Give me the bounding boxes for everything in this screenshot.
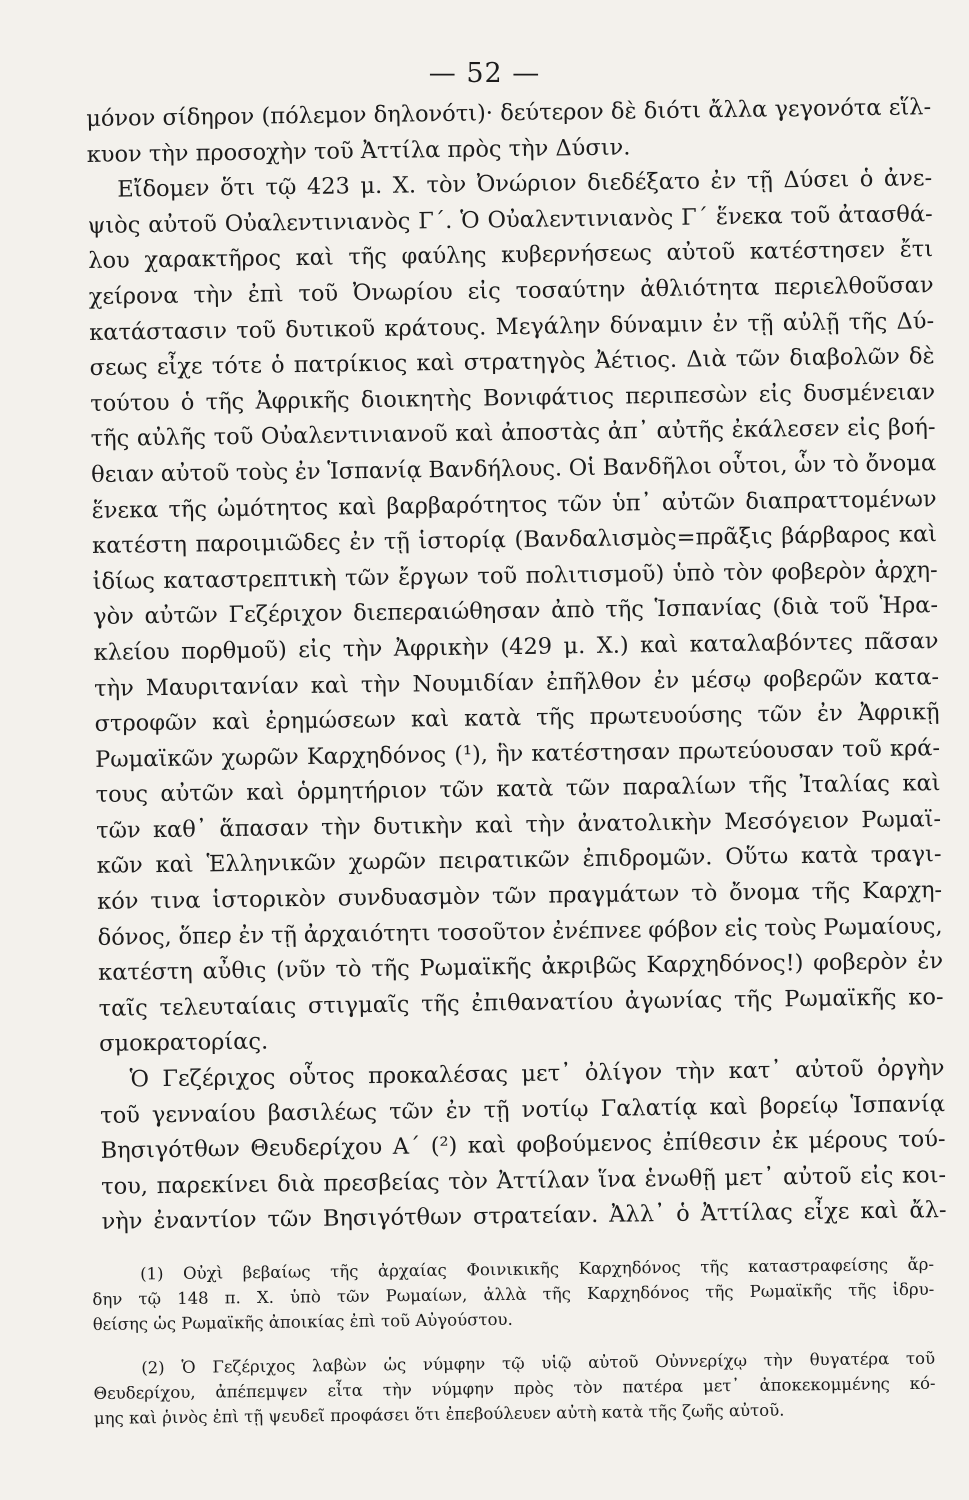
text-line: κατέστη παροιμιῶδες ἐν τῇ ἱστορίᾳ (Βανδαλισμὸς=πρᾶξις βάρβαρος καὶ (92, 521, 938, 560)
text-line: Εἴδομεν ὅτι τῷ 423 μ. Χ. τὸν Ὀνώριον διεδέξατο ἐν τῇ Δύσει ὁ ἀνε- (117, 165, 933, 203)
text-line: τὴν Μαυριτανίαν καὶ τὴν Νουμιδίαν ἐπῆλθον ἐν μέσῳ φοβερῶν κατα- (94, 663, 940, 702)
text-line: κατάστασιν τοῦ δυτικοῦ κράτους. Μεγάλην δύναμιν ἐν τῇ αὐλῇ τῆς Δύ- (89, 307, 935, 346)
text-line: χείρονα τὴν ἐπὶ τοῦ Ὀνωρίου εἰς τοσαύτην ἀθλιότητα περιελθοῦσαν (88, 272, 934, 310)
text-line: ἰδίως καταστρεπτικὴ τῶν ἔργων τοῦ πολιτισμοῦ) ὑπὸ τὸν φοβερὸν ἀρχη- (92, 556, 938, 595)
text-line: γὸν αὐτῶν Γεζέριχον διεπεραιώθησαν ἀπὸ τῆς Ἱσπανίας (διὰ τοῦ Ἡρα- (93, 592, 939, 631)
text-line: Ὁ Γεζέριχος οὗτος προκαλέσας μετ᾽ ὀλίγον τὴν κατ᾽ αὐτοῦ ὀργὴν (129, 1055, 945, 1093)
footnote-line: Θευδερίχου, ἀπέπεμψεν εἶτα τὴν νύμφην πρὸς τὸν πατέρα μετ᾽ ἀποκεκομμένης κό- (93, 1373, 936, 1403)
text-line: του, παρεκίνει διὰ πρεσβείας τὸν Ἀττίλαν ἵνα ἑνωθῇ μετ᾽ αὐτοῦ εἰς κοι- (100, 1161, 947, 1200)
text-line: τῆς αὐλῆς τοῦ Οὐαλεντινιανοῦ καὶ ἀποστὰς ἀπ᾽ αὐτῆς ἐκάλεσεν εἰς βοή- (90, 414, 936, 453)
text-line: τοῦ γενναίου βασιλέως τῶν ἐν τῇ νοτίῳ Γαλατίᾳ καὶ βορείῳ Ἱσπανίᾳ (99, 1090, 946, 1129)
footnote-1 (92, 1252, 935, 1337)
text-line: θειαν αὐτοῦ τοὺς ἐν Ἱσπανίᾳ Βανδήλους. Οἱ Βανδῆλοι οὗτοι, ὧν τὸ ὄνομα (91, 450, 937, 488)
text-line: τούτου ὁ τῆς Ἀφρικῆς διοικητὴς Βονιφάτιος περιπεσὼν εἰς δυσμένειαν (90, 378, 936, 417)
footnote-line: μης καὶ ῥινὸς ἐπὶ τῇ ψευδεῖ προφάσει ὅτι ἐπεβούλευεν αὐτὴ κατὰ τῆς ζωῆς αὐτοῦ. (93, 1400, 785, 1428)
text-line: κατέστη αὖθις (νῦν τὸ τῆς Ρωμαϊκῆς ἀκριβῶς Καρχηδόνος!) φοβερὸν ἐν (97, 948, 944, 987)
text-line: κυον τὴν προσοχὴν τοῦ Ἀττίλα πρὸς τὴν Δύσιν. (86, 133, 631, 168)
footnote-line: (1) Οὐχὶ βεβαίως τῆς ἀρχαίας Φοινικικῆς Καρχηδόνος τῆς καταστραφείσης ἄρ- (140, 1254, 935, 1284)
main-text (86, 90, 947, 1241)
page-number: — 52 — (428, 58, 541, 89)
footnote-line: (2) Ὁ Γεζέριχος λαβὼν ὡς νύμφην τῷ υἱῷ αὐτοῦ Οὐννερίχῳ τὴν θυγατέρα τοῦ (141, 1348, 936, 1378)
footnote-2 (93, 1346, 936, 1431)
text-line: ταῖς τελευταίαις στιγμαῖς τῆς ἐπιθανατίου ἀγωνίας τῆς Ρωμαϊκῆς κο- (98, 983, 944, 1022)
text-line: λου χαρακτῆρος καὶ τῆς φαύλης κυβερνήσεως αὐτοῦ κατέστησεν ἔτι (88, 236, 934, 275)
footnote-line: θείσης ὡς Ρωμαϊκῆς ἀποικίας ἐπὶ τοῦ Αὐγούστου. (92, 1309, 513, 1334)
text-line: σμοκρατορίας. (98, 1028, 269, 1058)
text-line: κόν τινα ἱστορικὸν συνδυασμὸν τῶν πραγμάτων τὸ ὄνομα τῆς Καρχη- (96, 877, 943, 915)
text-line: Βησιγότθων Θευδερίχου Α΄ (²) καὶ φοβούμενος ἐπίθεσιν ἐκ μέρους τού- (100, 1126, 946, 1165)
text-line: ἕνεκα τῆς ὠμότητος καὶ βαρβαρότητος τῶν ὑπ᾽ αὐτῶν διαπραττομένων (91, 485, 937, 524)
text-line: τους αὐτῶν καὶ ὁρμητήριον τῶν κατὰ τῶν παραλίων τῆς Ἰταλίας καὶ (95, 770, 941, 809)
text-line: στροφῶν καὶ ἐρημώσεων καὶ κατὰ τῆς πρωτευούσης τῶν ἐν Ἀφρικῇ (94, 699, 940, 738)
text-line: νὴν ἐναντίον τῶν Βησιγότθων στρατείαν. Ἀλλ᾽ ὁ Ἀττίλας εἶχε καὶ ἄλ- (101, 1197, 947, 1236)
text-line: κλείου πορθμοῦ) εἰς τὴν Ἀφρικὴν (429 μ. Χ.) καὶ καταλαβόντες πᾶσαν (93, 628, 939, 666)
text-line: κῶν καὶ Ἑλληνικῶν χωρῶν πειρατικῶν ἐπιδρομῶν. Οὕτω κατὰ τραγι- (96, 841, 942, 880)
footnotes (92, 1252, 936, 1431)
text-line: δόνος, ὅπερ ἐν τῇ ἀρχαιότητι τοσοῦτον ἐνέπνεε φόβον εἰς τοὺς Ρωμαίους, (97, 912, 943, 951)
text-line: Ρωμαϊκῶν χωρῶν Καρχηδόνος (¹), ἣν κατέστησαν πρωτεύουσαν τοῦ κρά- (95, 734, 941, 773)
footnote-line: δην τῷ 148 π. Χ. ὑπὸ τῶν Ρωμαίων, ἀλλὰ τῆς Καρχηδόνος τῆς Ρωμαϊκῆς τῆς ἱδρυ- (92, 1279, 935, 1309)
text-line: ψιὸς αὐτοῦ Οὐαλεντινιανὸς Γ΄. Ὁ Οὐαλεντινιανὸς Γ΄ ἕνεκα τοῦ ἀτασθά- (87, 200, 933, 239)
text-line: τῶν καθ᾽ ἅπασαν τὴν δυτικὴν καὶ τὴν ἀνατολικὴν Μεσόγειον Ρωμαϊ- (95, 806, 942, 844)
text-line: μόνον σίδηρον (πόλεμον δηλονότι)· δεύτερον δὲ διότι ἄλλα γεγονότα εἵλ- (86, 94, 932, 132)
text-line: σεως εἶχε τότε ὁ πατρίκιος καὶ στρατηγὸς Ἀέτιος. Διὰ τῶν διαβολῶν δὲ (89, 343, 935, 382)
